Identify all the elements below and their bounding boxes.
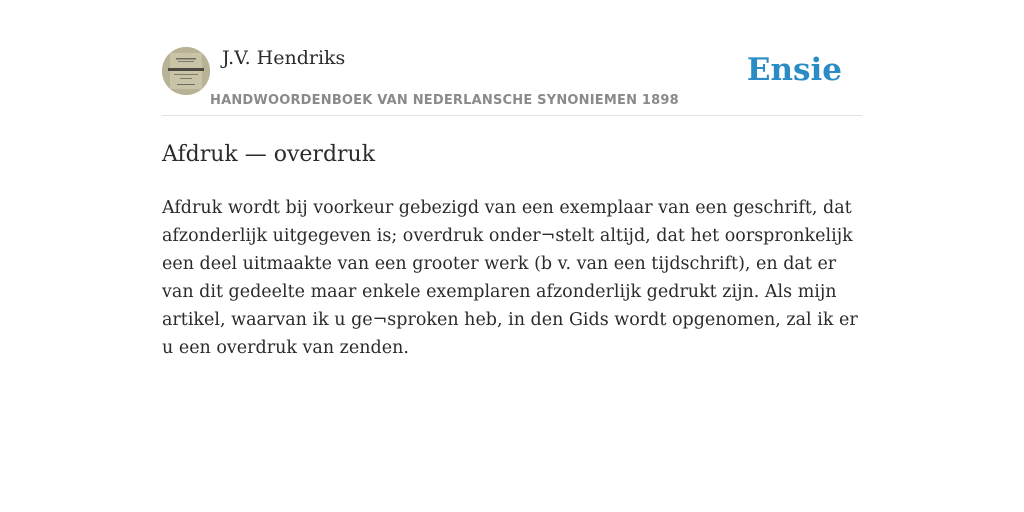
entry-title: Afdruk — overdruk [162,142,376,167]
book-cover-icon [162,47,210,95]
ensie-logo-link[interactable]: Ensie [746,52,842,88]
entry-header [162,40,862,116]
author-name[interactable]: J.V. Hendriks [222,47,346,69]
book-cover-avatar[interactable] [162,47,210,95]
source-title[interactable]: HANDWOORDENBOEK VAN NEDERLANSCHE SYNONIEMEN 1898 [210,93,679,108]
entry-body: Afdruk wordt bij voorkeur gebezigd van een exemplaar van een geschrift, dat afzonderlijk uitgegeven is; overdruk onder¬stelt altijd, dat het oorspronkelijk een deel uitmaakte van een grooter werk (b v. van een tijdschrift), en dat er van dit gedeelte maar enkele exemplaren afzonderlijk gedrukt zijn. Als mijn artikel, waarvan ik u ge¬sproken heb, in den Gids wordt opgenomen, zal ik er u een overdruk van zenden. [162,198,858,358]
content-container [162,40,862,362]
